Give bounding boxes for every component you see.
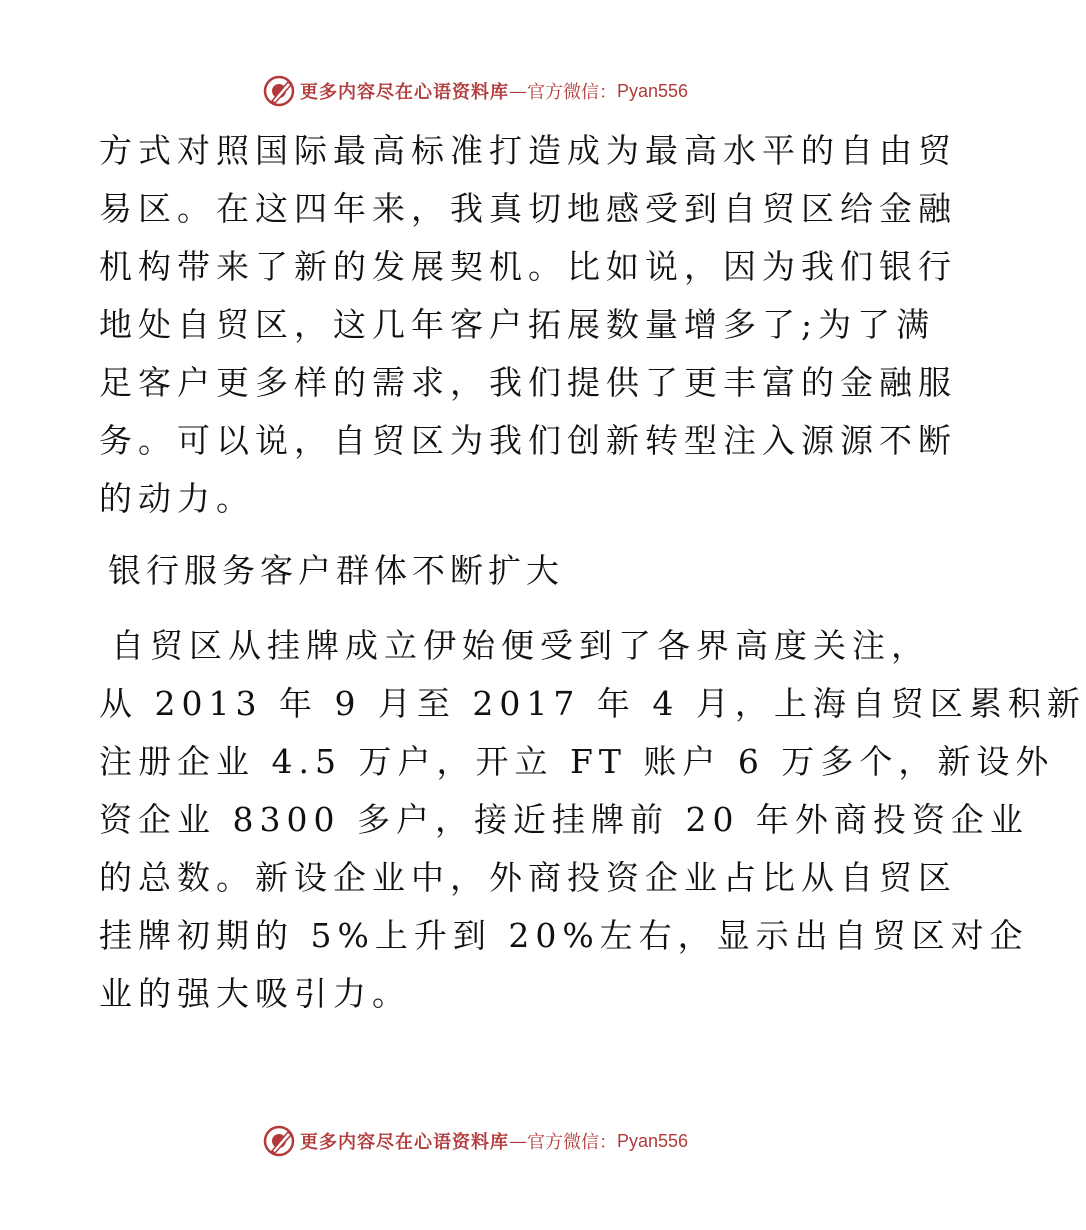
section-heading: 银行服务客户群体不断扩大: [108, 551, 564, 590]
paragraph-1: [99, 122, 957, 528]
text-line: 资企业 8300 多户，接近挂牌前 20 年外商投资企业: [99, 800, 1029, 839]
text-line: 从 2013 年 9 月至 2017 年 4 月，上海自贸区累积新: [99, 684, 1086, 723]
pen-logo-icon: [262, 74, 296, 108]
text-line: 注册企业 4.5 万户，开立 FT 账户 6 万多个，新设外: [99, 742, 1055, 781]
footer-banner: [0, 1124, 950, 1158]
paragraph-2: [99, 617, 1086, 1023]
banner-dash: —: [508, 1130, 527, 1152]
text-line: 地处自贸区，这几年客户拓展数量增多了;为了满: [99, 305, 936, 344]
banner-label: 官方微信：: [526, 1132, 617, 1153]
text-line: 的动力。: [99, 479, 255, 518]
text-line: 自贸区从挂牌成立伊始便受到了各界高度关注，: [111, 626, 930, 665]
text-line: 足客户更多样的需求，我们提供了更丰富的金融服: [99, 363, 957, 402]
header-banner: [0, 74, 950, 108]
text-line: 方式对照国际最高标准打造成为最高水平的自由贸: [99, 131, 957, 170]
text-line: 挂牌初期的 5%上升到 20%左右，显示出自贸区对企: [99, 916, 1029, 955]
banner-dash: —: [508, 80, 527, 102]
banner-wechat-id: Pyan556: [616, 1130, 689, 1151]
banner-main-text: 更多内容尽在心语资料库: [299, 1132, 509, 1153]
text-line: 机构带来了新的发展契机。比如说，因为我们银行: [99, 247, 957, 286]
banner-label: 官方微信：: [526, 82, 617, 103]
text-line: 业的强大吸引力。: [99, 974, 411, 1013]
banner-main-text: 更多内容尽在心语资料库: [299, 82, 509, 103]
pen-logo-icon: [262, 1124, 296, 1158]
text-line: 的总数。新设企业中，外商投资企业占比从自贸区: [99, 858, 957, 897]
text-line: 务。可以说，自贸区为我们创新转型注入源源不断: [99, 421, 957, 460]
text-line: 易区。在这四年来，我真切地感受到自贸区给金融: [99, 189, 957, 228]
banner-wechat-id: Pyan556: [616, 80, 689, 101]
